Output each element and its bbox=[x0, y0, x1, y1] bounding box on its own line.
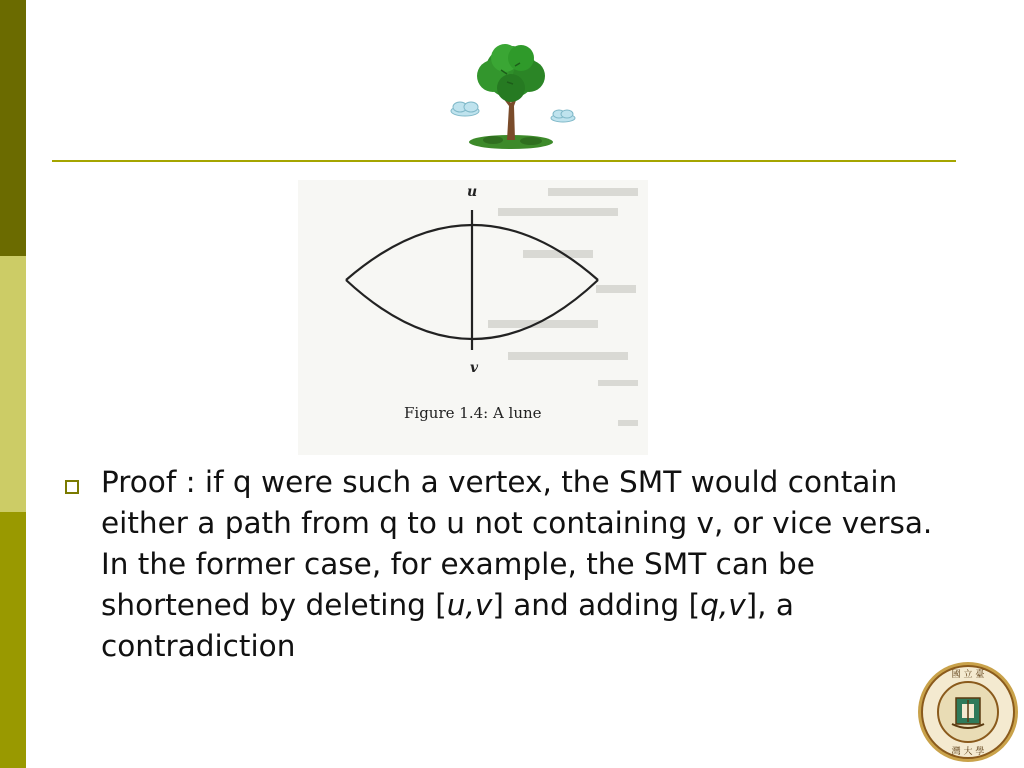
figure-label-u: u bbox=[467, 184, 478, 200]
bullet-list bbox=[62, 462, 962, 667]
text-run: ], a contradiction bbox=[101, 588, 795, 663]
svg-text:灣 大 學: 灣 大 學 bbox=[951, 747, 985, 757]
sidebar-band-top bbox=[0, 0, 26, 256]
sidebar-band-middle bbox=[0, 256, 26, 512]
figure-label-v: v bbox=[470, 360, 479, 376]
university-seal-icon bbox=[916, 660, 1020, 764]
bullet-text bbox=[101, 462, 961, 667]
svg-text:國 立 臺: 國 立 臺 bbox=[951, 670, 985, 680]
tree-icon bbox=[445, 36, 580, 156]
text-run: Proof : if q were such a vertex, the SMT would contain either a path from q to u not containing v, or vice versa. In the former case, for example, the SMT can be shortened by deleting [ bbox=[101, 465, 933, 622]
header-divider bbox=[52, 160, 956, 162]
italic-text-run: u,v bbox=[446, 588, 493, 622]
text-run: ] and adding [ bbox=[492, 588, 701, 622]
bullet-item bbox=[62, 462, 962, 667]
square-bullet-icon bbox=[65, 480, 79, 494]
sidebar-band-bottom bbox=[0, 512, 26, 768]
italic-text-run: q,v bbox=[700, 588, 746, 622]
figure-caption: Figure 1.4: A lune bbox=[404, 404, 542, 422]
